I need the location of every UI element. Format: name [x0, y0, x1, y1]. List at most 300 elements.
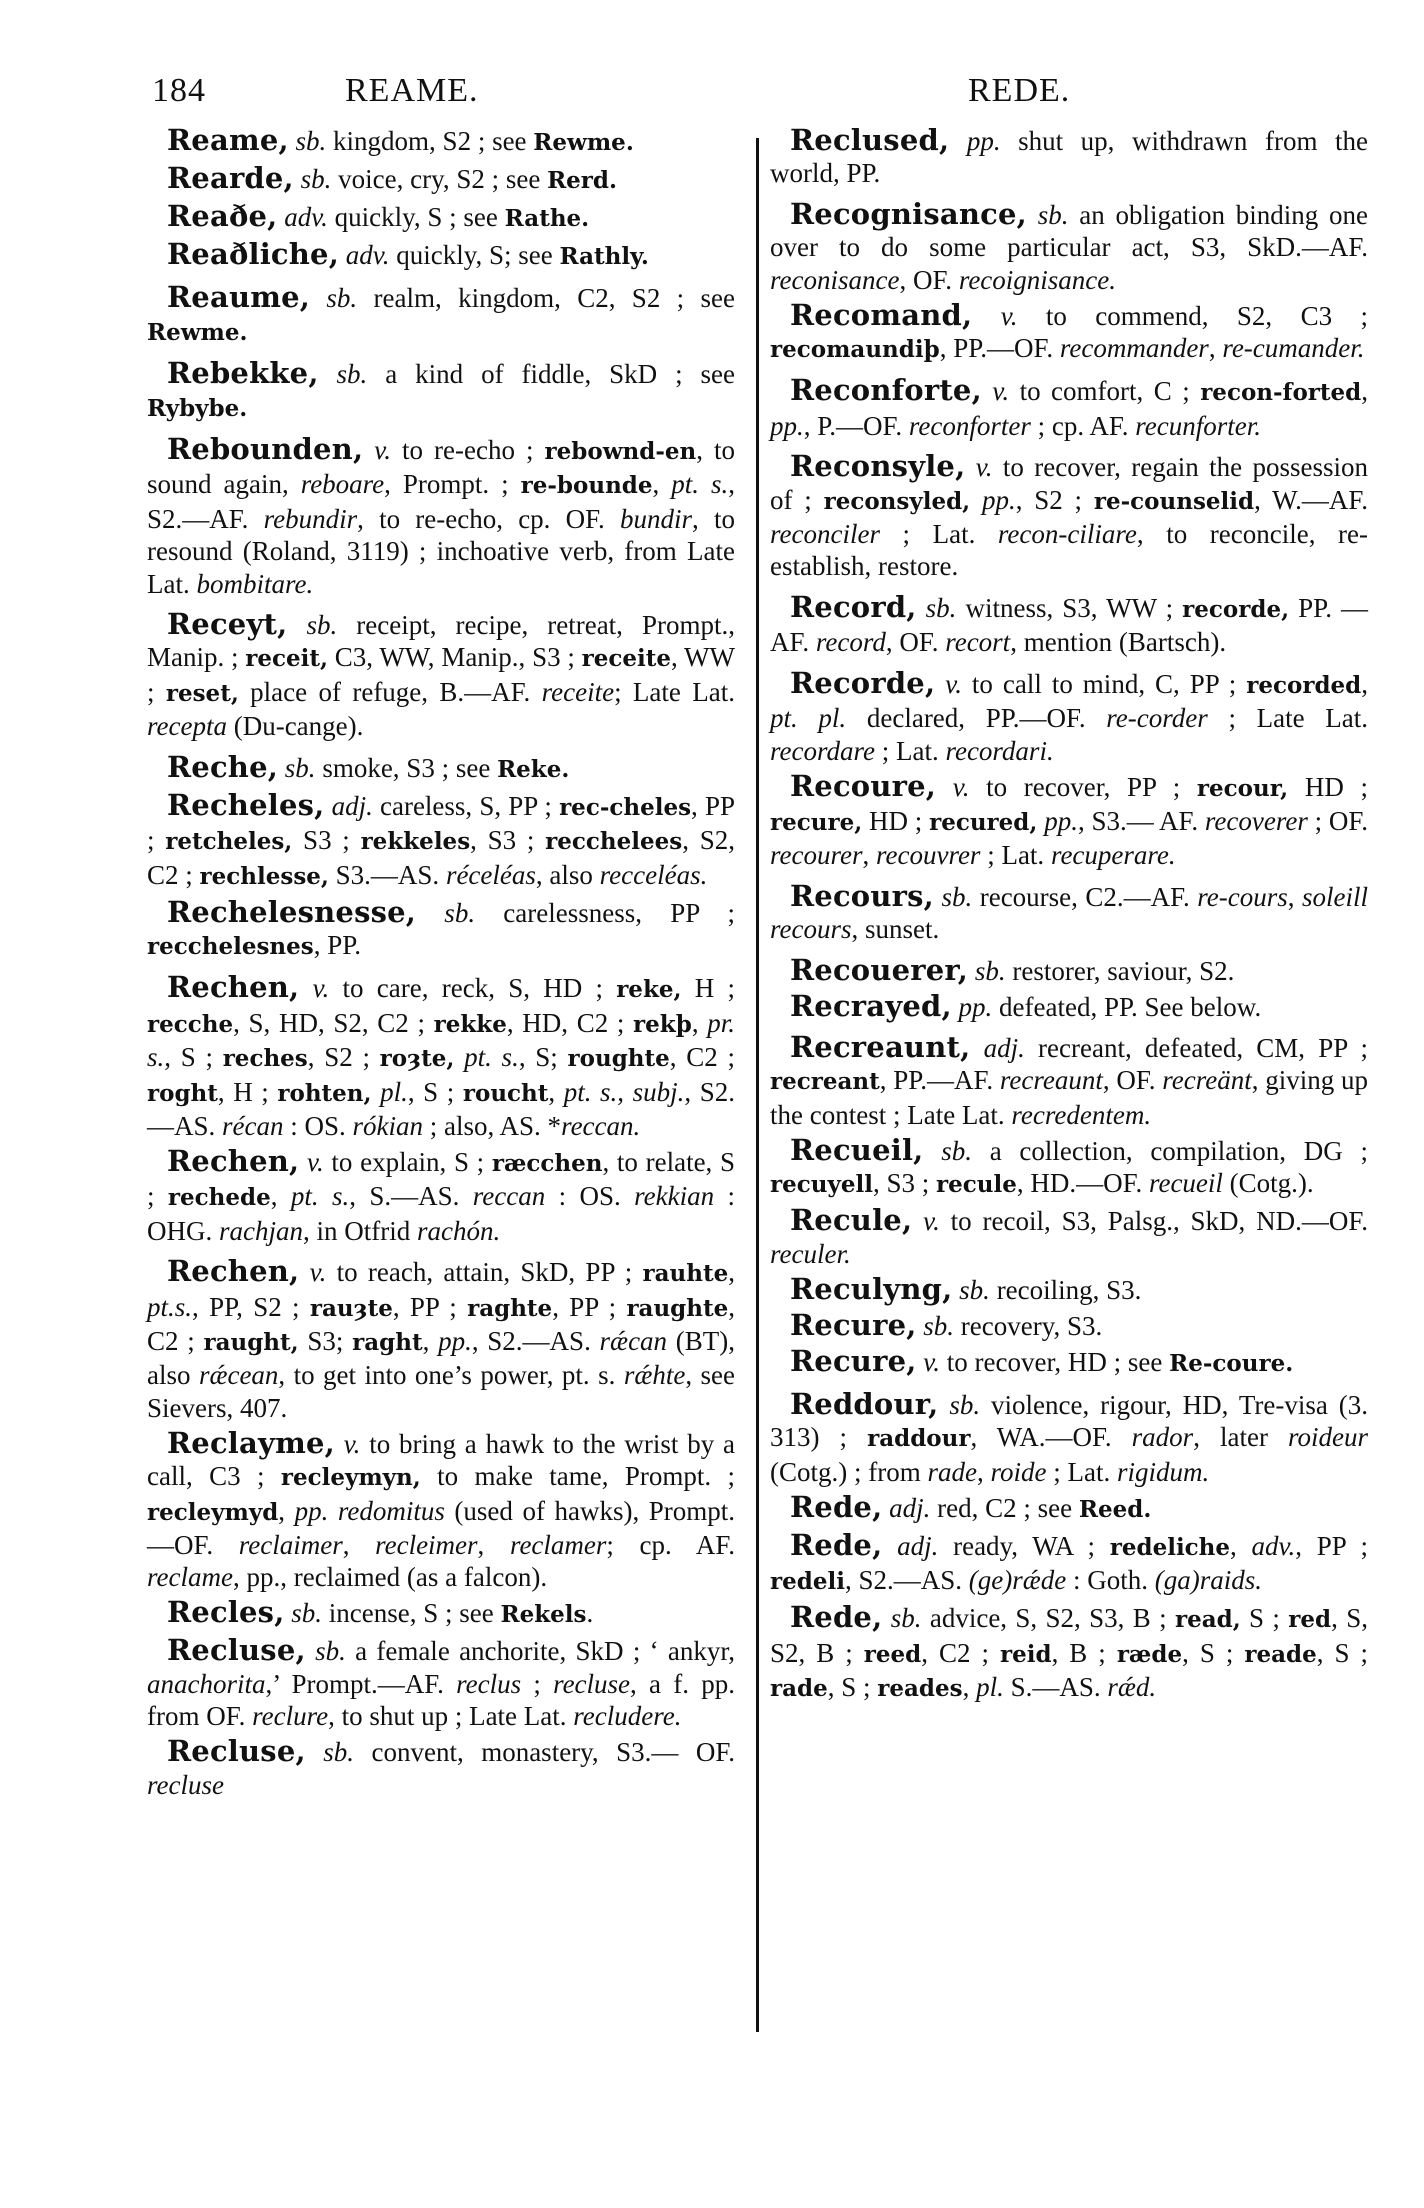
variant-form: reset,: [165, 679, 239, 707]
variant-form: ræcchen: [491, 1149, 603, 1177]
italic-text: reclus: [456, 1668, 522, 1699]
variant-form: Rybybe.: [147, 394, 248, 422]
entry-text: , S3 ;: [470, 825, 546, 856]
entry-text: , P.—OF.: [803, 410, 909, 441]
italic-text: sb.: [310, 283, 358, 314]
right-column: [770, 124, 1368, 1708]
italic-text: roideur: [1288, 1422, 1368, 1453]
dictionary-entry: [147, 1255, 735, 1424]
italic-text: sb.: [305, 1636, 346, 1667]
italic-text: v.: [363, 435, 392, 466]
entry-text: recourse, C2.—AF.: [972, 881, 1198, 912]
variant-form: raught,: [203, 1328, 299, 1356]
entry-text: ,: [342, 1530, 376, 1560]
headword: Recheles,: [167, 787, 325, 822]
italic-text: sb.: [968, 955, 1006, 986]
entry-text: , PP.—AF.: [879, 1065, 1000, 1096]
dictionary-entry: [770, 591, 1368, 659]
entry-text: : OHG.: [147, 1181, 735, 1246]
entry-text: , S2, C2 ;: [147, 825, 735, 890]
entry-text: ,: [477, 1530, 510, 1560]
italic-text: recreänt: [1162, 1065, 1252, 1096]
entry-text: voice, cry, S2 ; see: [331, 164, 548, 194]
italic-text: adj.: [882, 1492, 931, 1523]
variant-form: recon-forted: [1200, 379, 1362, 407]
italic-text: recordari.: [945, 735, 1054, 766]
dictionary-entry: [770, 1529, 1368, 1599]
italic-text: (ge)rǽde: [968, 1565, 1067, 1596]
italic-text: recueil: [1148, 1168, 1223, 1199]
entry-text: , WW ;: [147, 642, 735, 707]
entry-text: , to reconcile, re-establish, restore.: [770, 519, 1368, 582]
headword: Recrayed,: [790, 988, 952, 1023]
italic-text: réceléas: [445, 859, 536, 890]
entry-text: , W.—AF.: [1254, 484, 1369, 515]
entry-text: (Cotg.).: [1222, 1168, 1314, 1199]
variant-form: recour,: [1196, 774, 1289, 802]
entry-text: , mention (Bartsch).: [1010, 627, 1227, 658]
variant-form: reconsyled,: [823, 487, 971, 515]
entry-text: an obligation binding one over to do some particular act, S3, SkD.—AF.: [770, 199, 1368, 263]
entry-text: to recover, PP ;: [969, 771, 1197, 802]
italic-text: pp.: [949, 126, 1001, 156]
italic-text: recort: [945, 627, 1011, 658]
italic-text: (ga)raids.: [1154, 1565, 1262, 1596]
variant-form: recleymyn,: [280, 1464, 421, 1492]
italic-text: adj.: [324, 790, 373, 821]
italic-text: v.: [299, 1257, 327, 1288]
entry-text: , S ;: [164, 1042, 223, 1073]
entry-text: , see Sievers, 407.: [147, 1360, 735, 1423]
guide-word-right: REDE.: [968, 72, 1071, 109]
italic-text: pt. s.: [290, 1181, 350, 1212]
headword: Reclused,: [790, 123, 950, 157]
entry-text: shut up, withdrawn from the world, PP.: [770, 126, 1368, 189]
dictionary-entry: [770, 1134, 1368, 1202]
dictionary-entry: [770, 880, 1368, 946]
headword: Recure,: [790, 1343, 917, 1378]
italic-text: v.: [972, 300, 1018, 331]
headword: Rechen,: [167, 1143, 300, 1178]
headword: Reclayme,: [167, 1425, 335, 1460]
variant-form: rechede: [167, 1184, 271, 1212]
variant-form: raddour: [867, 1425, 971, 1453]
headword: Recueil,: [790, 1132, 924, 1167]
entry-text: , S2.—AS.: [147, 1076, 735, 1141]
entry-text: , OF.: [885, 627, 946, 658]
entry-text: realm, kingdom, C2, S2 ; see: [357, 283, 735, 314]
entry-text: , B ;: [1051, 1637, 1117, 1668]
variant-form: Rerd.: [547, 167, 618, 194]
entry-text: place of refuge, B.—AF.: [238, 676, 542, 707]
entry-text: , S2.—AS.: [844, 1565, 969, 1596]
entry-text: ,: [691, 1007, 708, 1038]
entry-text: , WA.—OF.: [970, 1422, 1132, 1453]
variant-form: recure,: [770, 808, 863, 836]
italic-text: recuperare.: [1050, 840, 1176, 871]
italic-text: recoverer: [1204, 805, 1308, 836]
entry-text: to reach, attain, SkD, PP ;: [326, 1257, 643, 1288]
italic-text: rókian: [352, 1110, 424, 1141]
variant-form: rauhte: [642, 1260, 729, 1288]
entry-text: ,: [270, 1181, 291, 1212]
variant-form: rec-cheles: [559, 793, 692, 821]
entry-text: , to resound (Roland, 3119) ; inchoative verb, from Late Lat.: [147, 503, 735, 599]
headword: Rearde,: [167, 161, 294, 195]
italic-text: sb.: [305, 1737, 355, 1768]
dictionary-entry: [147, 1145, 735, 1247]
variant-form: rekke: [433, 1010, 507, 1038]
entry-text: recovery, S3.: [954, 1310, 1103, 1341]
entry-text: S.—AS.: [1003, 1672, 1108, 1702]
entry-text: , S, HD, S2, C2 ;: [233, 1007, 434, 1038]
italic-text: recouvrer: [875, 840, 981, 871]
entry-text: ; cp. AF.: [1030, 410, 1136, 441]
variant-form: rekþ: [633, 1010, 692, 1038]
entry-text: , S3 ;: [872, 1168, 936, 1199]
entry-text: ; Lat.: [874, 735, 946, 766]
page-number: 184: [152, 72, 206, 109]
entry-text: ,: [278, 1495, 295, 1526]
entry-text: ,: [976, 1456, 991, 1487]
entry-text: S ;: [1240, 1603, 1289, 1634]
entry-text: witness, S3, WW ;: [956, 592, 1183, 623]
italic-text: re-corder: [1106, 703, 1208, 734]
entry-text: to bring a hawk to the wrist by a call, C3 ;: [147, 1428, 735, 1492]
entry-text: ,: [1208, 333, 1223, 364]
headword: Recoure,: [790, 768, 937, 803]
variant-form: redeli: [770, 1568, 845, 1596]
variant-form: Rekels: [500, 1601, 587, 1629]
entry-text: , HD.—OF.: [1016, 1168, 1149, 1199]
italic-text: recluse: [553, 1668, 631, 1699]
variant-form: roughte: [567, 1045, 670, 1073]
variant-form: ræde: [1116, 1640, 1183, 1668]
entry-text: to care, reck, S, HD ;: [329, 973, 617, 1004]
dictionary-entry: [770, 1601, 1368, 1705]
italic-text: pp.: [981, 484, 1016, 515]
entry-text: , a f. pp. from OF.: [147, 1668, 735, 1732]
entry-text: , C2 ;: [147, 1291, 735, 1356]
entry-text: , giving up the contest ; Late Lat.: [770, 1065, 1368, 1130]
left-column: [147, 124, 735, 1804]
headword: Recreaunt,: [790, 1029, 971, 1064]
entry-text: to explain, S ;: [323, 1146, 492, 1177]
dictionary-entry: [770, 198, 1368, 296]
italic-text: pp.: [770, 410, 804, 441]
headword: Recule,: [790, 1203, 913, 1238]
headword: Recognisance,: [790, 196, 1027, 231]
italic-text: recceléas.: [599, 859, 708, 890]
dictionary-entry: [147, 124, 735, 159]
dictionary-entry: [770, 1345, 1368, 1380]
entry-text: ; Late Lat.: [614, 676, 735, 707]
entry-text: ,: [1361, 668, 1368, 699]
entry-text: , PP.: [313, 929, 362, 960]
variant-form: reade: [1244, 1640, 1317, 1668]
italic-text: v.: [334, 1428, 361, 1459]
entry-text: to commend, S2, C3 ;: [1017, 300, 1369, 331]
entry-text: kingdom, S2 ; see: [326, 126, 534, 156]
italic-text: récan: [222, 1110, 284, 1141]
italic-text: reboare: [300, 469, 385, 500]
entry-text: ; also, AS. *: [423, 1110, 562, 1141]
entry-text: ,: [422, 1325, 439, 1356]
entry-text: , to re-echo, cp. OF.: [357, 503, 620, 534]
italic-text: recludere.: [573, 1701, 682, 1732]
entry-text: , Prompt. ;: [384, 469, 521, 500]
entry-text: , HD, C2 ;: [506, 1007, 634, 1038]
entry-text: HD ;: [862, 805, 930, 836]
variant-form: red: [1288, 1606, 1332, 1634]
italic-text: recon-ciliare: [997, 519, 1137, 550]
dictionary-entry: [770, 299, 1368, 367]
entry-text: , PP ;: [392, 1291, 468, 1322]
headword: Rede,: [790, 1489, 883, 1524]
dictionary-entry: [770, 450, 1368, 583]
entry-text: quickly, S; see: [389, 240, 560, 270]
entry-text: ,: [548, 1076, 564, 1107]
italic-text: receite: [541, 676, 615, 707]
variant-form: recchelesnes: [147, 932, 314, 960]
headword: Reaðe,: [167, 199, 278, 233]
variant-form: rohten,: [277, 1079, 372, 1107]
italic-text: pl.: [976, 1672, 1004, 1702]
italic-text: reclure: [252, 1701, 329, 1732]
entry-text: , S2.—AS.: [471, 1325, 600, 1356]
italic-text: reccan: [472, 1181, 546, 1212]
entry-text: , PP.—OF.: [939, 333, 1060, 364]
entry-text: , to shut up ; Late Lat.: [328, 1701, 574, 1732]
italic-text: anachorita: [147, 1668, 266, 1699]
variant-form: Reke.: [497, 755, 570, 783]
entry-text: [970, 485, 982, 515]
dictionary-entry: [770, 770, 1368, 872]
entry-text: , H ;: [217, 1076, 278, 1107]
entry-text: declared, PP.—OF.: [846, 703, 1107, 734]
italic-text: recordare: [770, 735, 875, 766]
italic-text: recunforter.: [1135, 410, 1261, 441]
entry-text: (Du-cange).: [226, 711, 364, 742]
entry-text: convent, monastery, S3.— OF.: [354, 1737, 735, 1768]
italic-text: sb.: [952, 1274, 990, 1305]
entry-text: , S3.— AF.: [1077, 805, 1205, 836]
entry-text: , later: [1193, 1422, 1288, 1453]
variant-form: re-bounde: [520, 472, 653, 500]
entry-text: ; Late Lat.: [1207, 703, 1368, 734]
variant-form: recreant: [770, 1068, 880, 1096]
italic-text: v.: [935, 668, 962, 699]
italic-text: record: [815, 627, 886, 658]
dictionary-entry: [770, 1309, 1368, 1342]
italic-text: sb.: [1026, 199, 1069, 230]
entry-text: careless, S, PP ;: [372, 790, 560, 821]
entry-text: S3 ;: [292, 825, 361, 856]
entry-text: ,: [1287, 881, 1302, 912]
italic-text: pt. s., subj.: [563, 1076, 685, 1107]
dictionary-entry: [770, 1273, 1368, 1306]
headword: Reaume,: [167, 280, 311, 315]
entry-text: , S ;: [1182, 1637, 1245, 1668]
entry-text: (BT), also: [147, 1325, 736, 1391]
entry-text: , S ;: [407, 1076, 463, 1107]
headword: Recluse,: [167, 1734, 306, 1769]
italic-text: pp.: [1044, 805, 1078, 836]
headword: Record,: [790, 589, 917, 624]
italic-text: v.: [981, 376, 1010, 407]
italic-text: sb.: [882, 1603, 922, 1634]
variant-form: raughte: [626, 1294, 729, 1322]
italic-text: v.: [299, 973, 330, 1004]
entry-text: incense, S ; see: [322, 1598, 501, 1629]
entry-text: S3;: [298, 1325, 353, 1356]
running-head: [0, 64, 1424, 114]
italic-text: bundir: [619, 503, 692, 534]
dictionary-entry: [770, 1388, 1368, 1488]
variant-form: reid: [999, 1640, 1052, 1668]
variant-form: recured,: [929, 808, 1038, 836]
entry-text: ,: [1361, 376, 1368, 407]
headword: Rechelesnesse,: [167, 894, 417, 929]
headword: Reculyng,: [790, 1271, 953, 1306]
entry-text: smoke, S3 ; see: [315, 752, 498, 783]
headword: Recles,: [167, 1595, 285, 1630]
italic-text: recommander: [1059, 333, 1209, 364]
headword: Recours,: [790, 878, 934, 913]
italic-text: adv.: [339, 240, 390, 270]
variant-form: re-counselid: [1093, 487, 1255, 515]
variant-form: recuyell: [770, 1171, 873, 1199]
entry-text: : OS.: [283, 1110, 353, 1141]
dictionary-entry: [147, 971, 735, 1142]
headword: Recure,: [790, 1307, 917, 1342]
italic-text: adv.: [1251, 1530, 1296, 1561]
dictionary-entry: [770, 1031, 1368, 1131]
italic-text: rebundir: [263, 503, 358, 534]
entry-text: , PP ;: [1295, 1530, 1368, 1561]
dictionary-entry: [770, 667, 1368, 767]
italic-text: sb.: [278, 752, 316, 783]
headword: Rede,: [790, 1600, 883, 1635]
entry-text: a female anchorite, SkD ; ‘ ankyr,: [345, 1636, 735, 1667]
dictionary-entry: [147, 433, 735, 600]
italic-text: pt.s.: [147, 1291, 193, 1322]
dictionary-entry: [147, 789, 735, 893]
entry-text: ; OF.: [1307, 805, 1368, 836]
entry-text: S3.—AS.: [328, 859, 446, 890]
entry-text: : Goth.: [1066, 1565, 1155, 1596]
entry-text: ; Lat.: [1046, 1456, 1117, 1487]
italic-text: sb.: [938, 1389, 981, 1420]
entry-text: ; Lat.: [980, 840, 1051, 871]
italic-text: rachón.: [417, 1215, 501, 1246]
italic-text: re-cumander.: [1222, 333, 1365, 364]
italic-text: v.: [916, 1346, 941, 1377]
dictionary-entry: [770, 374, 1368, 442]
entry-text: to call to mind, C, PP ;: [961, 668, 1247, 699]
entry-text: , to sound again,: [147, 435, 736, 500]
italic-text: reconisance: [770, 264, 900, 295]
entry-text: , S.—AS.: [349, 1181, 473, 1212]
variant-form: recchelees: [545, 828, 683, 856]
entry-text: , OF.: [899, 264, 959, 295]
entry-text: , in Otfrid: [303, 1215, 417, 1246]
variant-form: receite: [581, 645, 671, 673]
variant-form: redeliche: [1109, 1533, 1231, 1561]
entry-text: , S2 ;: [307, 1042, 380, 1073]
italic-text: rador: [1131, 1422, 1194, 1453]
entry-text: receipt, recipe, retreat, Prompt., Manip. ;: [147, 610, 735, 673]
entry-text: , C2 ;: [921, 1637, 1000, 1668]
headword: Rebekke,: [167, 356, 319, 391]
italic-text: sb.: [288, 126, 327, 156]
entry-text: ,: [652, 469, 672, 500]
italic-text: v.: [936, 771, 970, 802]
entry-text: a kind of fiddle, SkD ; see: [367, 359, 735, 390]
italic-text: rigidum.: [1116, 1456, 1210, 1487]
variant-form: reches: [222, 1045, 308, 1073]
italic-text: recluse: [147, 1769, 224, 1800]
variant-form: reke,: [616, 976, 682, 1004]
italic-text: pp. redomitus: [294, 1495, 445, 1526]
entry-text: (Cotg.) ; from: [770, 1456, 928, 1487]
entry-text: PP. — AF.: [770, 592, 1368, 658]
italic-text: pt. s.: [454, 1042, 519, 1073]
italic-text: adj.: [970, 1032, 1025, 1063]
variant-form: Rathly.: [559, 243, 649, 270]
entry-text: H ;: [681, 973, 736, 1004]
italic-text: rǽd.: [1107, 1672, 1157, 1702]
entry-text: , to get into one’s power, pt. s.: [278, 1360, 624, 1391]
italic-text: pl.: [371, 1076, 408, 1107]
headword: Recouerer,: [790, 952, 969, 987]
italic-text: pt. pl.: [770, 703, 847, 734]
italic-text: soleill recours: [770, 881, 1368, 945]
variant-form: recomaundiþ: [770, 336, 940, 364]
headword: Recorde,: [790, 665, 936, 700]
variant-form: rauȝte: [309, 1294, 393, 1322]
entry-text: ; Lat.: [879, 519, 998, 550]
headword: Reame,: [167, 123, 289, 157]
variant-form: reed: [863, 1640, 922, 1668]
italic-text: sb.: [293, 164, 332, 194]
variant-form: roght: [147, 1079, 218, 1107]
variant-form: read,: [1174, 1606, 1241, 1634]
variant-form: raghte: [467, 1294, 553, 1322]
italic-text: re-cours: [1197, 881, 1288, 912]
italic-text: recleimer: [375, 1530, 478, 1560]
italic-text: reculer.: [770, 1238, 851, 1269]
italic-text: reclaimer: [238, 1530, 343, 1560]
headword: Receyt,: [167, 607, 288, 642]
variant-form: Rewme.: [533, 129, 634, 156]
entry-text: ,’ Prompt.—AF.: [265, 1668, 457, 1699]
entry-text: ,: [862, 840, 876, 871]
entry-text: defeated, PP. See below.: [992, 991, 1262, 1022]
entry-text: red, C2 ; see: [930, 1492, 1079, 1523]
italic-text: reclamer: [509, 1530, 607, 1560]
variant-form: receit,: [245, 645, 329, 673]
variant-form: retcheles,: [165, 828, 293, 856]
italic-text: sb.: [318, 359, 368, 390]
entry-text: , S2 ;: [1015, 484, 1094, 515]
headword: Rechen,: [167, 970, 300, 1005]
dictionary-entry: [770, 990, 1368, 1023]
variant-form: rekkeles: [360, 828, 471, 856]
italic-text: sb.: [933, 881, 973, 912]
entry-text: to make tame, Prompt. ;: [420, 1461, 736, 1492]
italic-text: sb.: [916, 1310, 955, 1341]
